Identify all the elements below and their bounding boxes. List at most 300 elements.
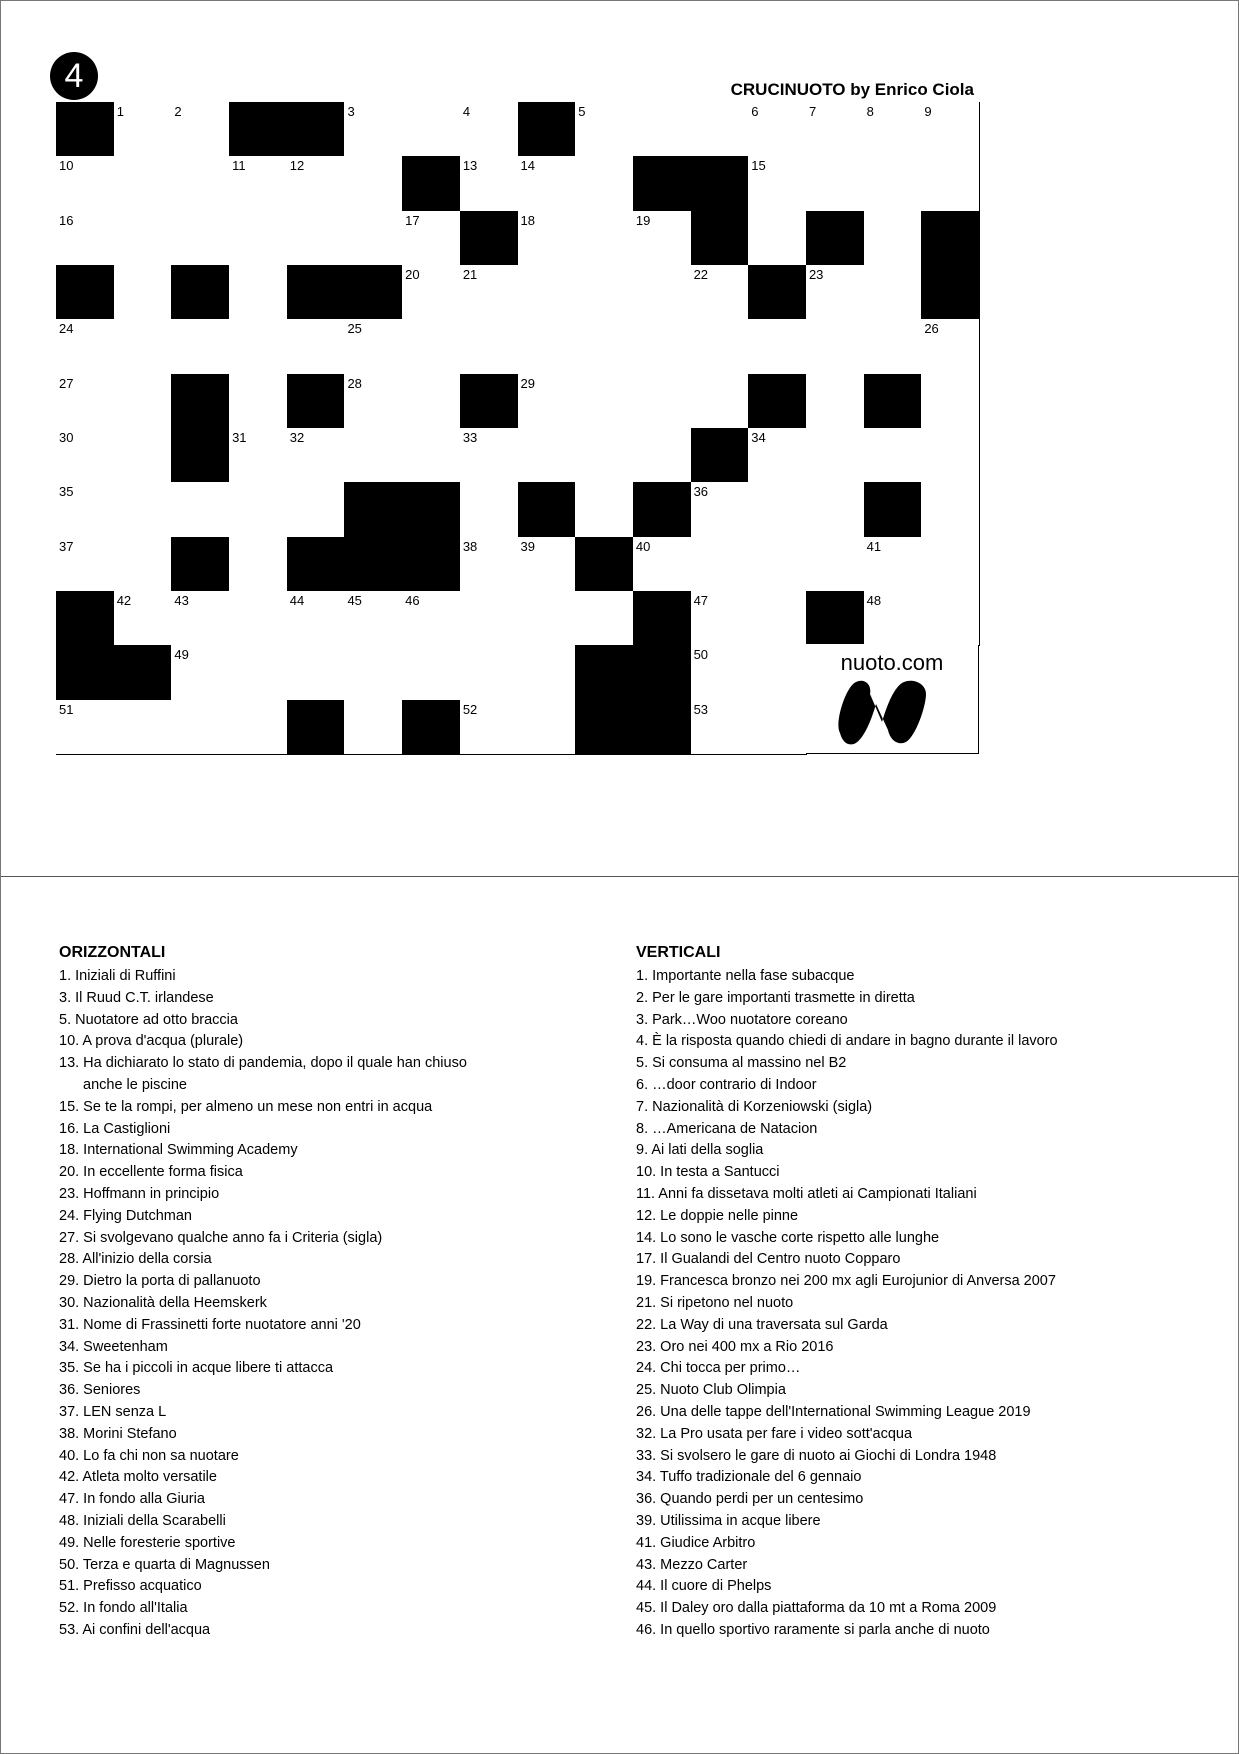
grid-black-cell xyxy=(518,482,577,537)
grid-black-cell xyxy=(287,537,346,592)
across-clue: 42. Atleta molto versatile xyxy=(59,1469,217,1486)
across-clue: 24. Flying Dutchman xyxy=(59,1207,192,1224)
grid-cell[interactable] xyxy=(748,537,807,592)
grid-cell[interactable] xyxy=(402,211,461,266)
grid-cell-number: 39 xyxy=(520,538,535,554)
grid-cell-number: 6 xyxy=(751,104,759,119)
grid-cell[interactable] xyxy=(864,211,923,266)
grid-black-cell xyxy=(633,700,692,755)
grid-cell[interactable] xyxy=(114,102,173,157)
grid-cell[interactable] xyxy=(229,591,288,646)
grid-cell[interactable] xyxy=(287,428,346,483)
down-clue: 24. Chi tocca per primo… xyxy=(636,1360,801,1377)
grid-cell[interactable] xyxy=(691,102,750,157)
across-clue: 37. LEN senza L xyxy=(59,1403,167,1420)
grid-black-cell xyxy=(402,537,461,592)
grid-cell[interactable] xyxy=(402,645,461,700)
grid-cell[interactable] xyxy=(864,428,923,483)
grid-black-cell xyxy=(229,102,288,157)
grid-cell[interactable] xyxy=(864,265,923,320)
down-clue-list xyxy=(636,966,1058,1642)
grid-cell-number: 2 xyxy=(174,104,182,119)
grid-cell[interactable] xyxy=(748,319,807,374)
grid-cell-number: 45 xyxy=(347,593,362,608)
grid-cell[interactable] xyxy=(518,428,577,483)
across-clue: 51. Prefisso acquatico xyxy=(59,1578,202,1595)
grid-cell[interactable] xyxy=(518,645,577,700)
down-clue: 22. La Way di una traversata sul Garda xyxy=(636,1316,888,1333)
grid-cell[interactable] xyxy=(287,645,346,700)
grid-cell-number: 15 xyxy=(751,158,766,174)
grid-cell[interactable] xyxy=(344,102,403,157)
down-clue: 9. Ai lati della soglia xyxy=(636,1142,764,1159)
grid-black-cell xyxy=(171,265,230,320)
grid-black-cell xyxy=(56,591,115,646)
grid-cell[interactable] xyxy=(171,645,230,700)
grid-cell-number: 47 xyxy=(693,593,709,608)
grid-cell-number: 11 xyxy=(232,158,246,174)
grid-cell[interactable] xyxy=(748,428,807,483)
grid-cell-number: 35 xyxy=(59,484,74,500)
grid-cell[interactable] xyxy=(171,211,230,266)
grid-cell-number: 13 xyxy=(462,158,478,174)
grid-cell-number: 22 xyxy=(693,267,709,282)
grid-black-cell xyxy=(921,265,980,320)
grid-cell[interactable] xyxy=(518,265,577,320)
grid-cell[interactable] xyxy=(806,374,865,429)
grid-cell[interactable] xyxy=(56,374,115,429)
across-clue: 1. Iniziali di Ruffini xyxy=(59,968,176,984)
grid-cell[interactable] xyxy=(56,211,115,266)
grid-cell[interactable] xyxy=(864,537,923,592)
down-clue: 23. Oro nei 400 mx a Rio 2016 xyxy=(636,1338,834,1355)
grid-cell[interactable] xyxy=(575,211,634,266)
grid-cell[interactable] xyxy=(575,319,634,374)
grid-black-cell xyxy=(402,700,461,755)
down-clue: 14. Lo sono le vasche corte rispetto alle lunghe xyxy=(636,1229,940,1246)
across-clue: 49. Nelle foresterie sportive xyxy=(59,1534,236,1551)
grid-cell[interactable] xyxy=(748,645,807,700)
puzzle-number-badge: 4 xyxy=(50,52,98,100)
grid-cell[interactable] xyxy=(518,537,577,592)
grid-cell[interactable] xyxy=(114,482,173,537)
down-clue: 46. In quello sportivo raramente si parla anche di nuoto xyxy=(636,1621,990,1638)
grid-black-cell xyxy=(575,700,634,755)
across-clue: anche le piscine xyxy=(83,1076,187,1093)
grid-cell-number: 9 xyxy=(924,104,932,119)
across-clue: 15. Se te la rompi, per almeno un mese non entri in acqua xyxy=(59,1098,433,1115)
grid-cell-number: 5 xyxy=(578,104,586,119)
grid-cell-number: 21 xyxy=(462,267,478,282)
grid-cell[interactable] xyxy=(344,374,403,429)
down-clue: 36. Quando perdi per un centesimo xyxy=(636,1491,864,1508)
down-clue: 3. Park…Woo nuotatore coreano xyxy=(636,1011,848,1028)
grid-cell-number: 46 xyxy=(405,593,420,608)
grid-cell[interactable] xyxy=(344,591,403,646)
grid-cell[interactable] xyxy=(806,265,865,320)
grid-cell[interactable] xyxy=(691,700,750,755)
grid-cell-number: 33 xyxy=(462,430,478,445)
grid-cell[interactable] xyxy=(575,428,634,483)
down-clue: 21. Si ripetono nel nuoto xyxy=(636,1294,794,1311)
grid-cell[interactable] xyxy=(633,265,692,320)
grid-cell-number: 53 xyxy=(693,701,709,717)
grid-cell[interactable] xyxy=(575,482,634,537)
grid-cell-number: 49 xyxy=(174,647,189,663)
grid-cell[interactable] xyxy=(518,319,577,374)
grid-cell[interactable] xyxy=(114,591,173,646)
grid-cell[interactable] xyxy=(748,482,807,537)
grid-black-cell xyxy=(56,645,115,700)
grid-cell[interactable] xyxy=(402,319,461,374)
grid-cell-number: 27 xyxy=(59,375,74,391)
across-clue: 10. A prova d'acqua (plurale) xyxy=(59,1033,244,1050)
grid-cell[interactable] xyxy=(344,428,403,483)
grid-black-cell xyxy=(691,428,750,483)
grid-cell[interactable] xyxy=(575,374,634,429)
grid-cell-number: 19 xyxy=(635,212,651,228)
down-clue: 17. Il Gualandi del Centro nuoto Copparo xyxy=(636,1251,901,1268)
grid-cell[interactable] xyxy=(287,156,346,211)
grid-black-cell xyxy=(575,537,634,592)
grid-black-cell xyxy=(56,102,115,157)
grid-cell[interactable] xyxy=(229,211,288,266)
grid-cell[interactable] xyxy=(56,700,115,755)
grid-cell[interactable] xyxy=(344,645,403,700)
across-clue: 16. La Castiglioni xyxy=(59,1120,171,1137)
grid-cell[interactable] xyxy=(56,428,115,483)
down-clue: 10. In testa a Santucci xyxy=(636,1164,780,1181)
grid-cell[interactable] xyxy=(402,102,461,157)
across-clue: 40. Lo fa chi non sa nuotare xyxy=(59,1447,239,1464)
down-clue: 5. Si consuma al massino nel B2 xyxy=(636,1055,847,1072)
across-clue: 20. In eccellente forma fisica xyxy=(59,1164,243,1181)
puzzle-title: CRUCINUOTO by Enrico Ciola xyxy=(730,80,974,99)
across-clue: 53. Ai confini dell'acqua xyxy=(59,1621,211,1638)
grid-cell[interactable] xyxy=(171,156,230,211)
grid-cell-number: 20 xyxy=(405,267,420,282)
across-clue: 23. Hoffmann in principio xyxy=(59,1185,220,1202)
grid-black-cell xyxy=(171,537,230,592)
grid-cell[interactable] xyxy=(402,374,461,429)
across-clue: 29. Dietro la porta di pallanuoto xyxy=(59,1273,261,1290)
grid-black-cell xyxy=(344,537,403,592)
down-clue: 11. Anni fa dissetava molti atleti ai Campionati Italiani xyxy=(636,1185,977,1202)
grid-cell[interactable] xyxy=(460,482,519,537)
grid-black-cell xyxy=(460,211,519,266)
down-clue: 7. Nazionalità di Korzeniowski (sigla) xyxy=(636,1098,873,1115)
grid-black-cell xyxy=(287,265,346,320)
grid-black-cell xyxy=(402,482,461,537)
grid-cell-number: 30 xyxy=(59,430,74,445)
across-clue: 38. Morini Stefano xyxy=(59,1425,177,1442)
grid-cell-number: 1 xyxy=(116,104,124,119)
down-clue: 43. Mezzo Carter xyxy=(636,1556,748,1573)
across-clue: 3. Il Ruud C.T. irlandese xyxy=(59,989,214,1006)
grid-cell-number: 26 xyxy=(924,321,939,337)
grid-cell[interactable] xyxy=(460,102,519,157)
grid-cell[interactable] xyxy=(344,319,403,374)
grid-cell[interactable] xyxy=(518,591,577,646)
grid-cell[interactable] xyxy=(864,591,923,646)
grid-cell[interactable] xyxy=(518,156,577,211)
grid-cell[interactable] xyxy=(460,156,519,211)
across-clue: 36. Seniores xyxy=(59,1382,141,1399)
across-clue: 5. Nuotatore ad otto braccia xyxy=(59,1011,238,1028)
grid-cell[interactable] xyxy=(633,102,692,157)
grid-cell[interactable] xyxy=(344,156,403,211)
grid-cell[interactable] xyxy=(114,428,173,483)
grid-black-cell xyxy=(806,211,865,266)
grid-cell[interactable] xyxy=(171,482,230,537)
across-clue-list xyxy=(59,966,467,1642)
down-clue: 33. Si svolsero le gare di nuoto ai Giochi di Londra 1948 xyxy=(636,1447,997,1464)
grid-cell[interactable] xyxy=(575,591,634,646)
grid-cell-number: 25 xyxy=(347,321,362,337)
across-clue: 50. Terza e quarta di Magnussen xyxy=(59,1556,270,1573)
grid-cell-number: 10 xyxy=(59,158,74,174)
grid-cell[interactable] xyxy=(921,156,980,211)
grid-black-cell xyxy=(344,265,403,320)
grid-black-cell xyxy=(921,211,980,266)
grid-cell[interactable] xyxy=(114,319,173,374)
grid-cell[interactable] xyxy=(864,319,923,374)
grid-black-cell xyxy=(691,211,750,266)
grid-black-cell xyxy=(344,482,403,537)
down-clue: 26. Una delle tappe dell'International Swimming League 2019 xyxy=(636,1403,1031,1420)
grid-cell[interactable] xyxy=(633,319,692,374)
grid-cell[interactable] xyxy=(229,700,288,755)
grid-cell[interactable] xyxy=(229,482,288,537)
grid-cell[interactable] xyxy=(691,537,750,592)
grid-cell[interactable] xyxy=(56,482,115,537)
grid-cell[interactable] xyxy=(171,102,230,157)
grid-cell[interactable] xyxy=(460,428,519,483)
across-clue: 27. Si svolgevano qualche anno fa i Criteria (sigla) xyxy=(59,1229,383,1246)
page-divider xyxy=(1,876,1238,877)
grid-cell[interactable] xyxy=(229,428,288,483)
grid-cell[interactable] xyxy=(691,265,750,320)
grid-cell[interactable] xyxy=(460,319,519,374)
grid-cell-number: 40 xyxy=(635,538,651,554)
grid-black-cell xyxy=(748,374,807,429)
across-clue: 13. Ha dichiarato lo stato di pandemia, dopo il quale han chiuso xyxy=(59,1055,467,1072)
grid-black-cell xyxy=(691,156,750,211)
grid-cell[interactable] xyxy=(56,156,115,211)
across-clue: 28. All'inizio della corsia xyxy=(59,1251,212,1268)
grid-cell[interactable] xyxy=(633,428,692,483)
grid-black-cell xyxy=(460,374,519,429)
down-clue: 19. Francesca bronzo nei 200 mx agli Eurojunior di Anversa 2007 xyxy=(636,1273,1056,1290)
grid-cell[interactable] xyxy=(748,156,807,211)
grid-black-cell xyxy=(114,645,173,700)
grid-cell-number: 31 xyxy=(232,430,247,445)
grid-cell[interactable] xyxy=(691,374,750,429)
grid-cell[interactable] xyxy=(806,537,865,592)
across-clue: 47. In fondo alla Giuria xyxy=(59,1491,205,1508)
down-clue: 1. Importante nella fase subacque xyxy=(636,968,855,984)
grid-cell[interactable] xyxy=(864,156,923,211)
grid-cell-number: 34 xyxy=(751,430,766,445)
grid-black-cell xyxy=(748,265,807,320)
grid-cell[interactable] xyxy=(691,645,750,700)
down-clue: 12. Le doppie nelle pinne xyxy=(636,1207,799,1224)
grid-cell-number: 48 xyxy=(866,593,882,608)
grid-cell[interactable] xyxy=(806,482,865,537)
down-clue: 32. La Pro usata per fare i video sott'acqua xyxy=(636,1425,913,1442)
grid-cell[interactable] xyxy=(114,537,173,592)
down-clue: 34. Tuffo tradizionale del 6 gennaio xyxy=(636,1469,862,1486)
grid-cell[interactable] xyxy=(402,265,461,320)
grid-cell[interactable] xyxy=(518,211,577,266)
grid-cell-number: 23 xyxy=(808,267,824,282)
grid-cell-number: 3 xyxy=(347,104,355,119)
grid-cell[interactable] xyxy=(344,211,403,266)
grid-cell[interactable] xyxy=(229,645,288,700)
grid-black-cell xyxy=(633,645,692,700)
grid-black-cell xyxy=(633,156,692,211)
grid-cell[interactable] xyxy=(575,265,634,320)
grid-cell-number: 44 xyxy=(289,593,305,608)
grid-cell[interactable] xyxy=(229,374,288,429)
grid-cell[interactable] xyxy=(691,591,750,646)
across-clues xyxy=(59,944,467,1642)
across-clue: 34. Sweetenham xyxy=(59,1338,168,1355)
grid-cell-number: 37 xyxy=(59,538,74,554)
down-clue: 2. Per le gare importanti trasmette in diretta xyxy=(636,989,915,1006)
grid-cell-number: 43 xyxy=(174,593,189,608)
grid-cell[interactable] xyxy=(921,102,980,157)
down-clue: 44. Il cuore di Phelps xyxy=(636,1578,772,1595)
grid-cell[interactable] xyxy=(460,591,519,646)
down-clue: 45. Il Daley oro dalla piattaforma da 10 mt a Roma 2009 xyxy=(636,1600,997,1617)
grid-cell[interactable] xyxy=(518,374,577,429)
grid-cell[interactable] xyxy=(114,374,173,429)
grid-cell[interactable] xyxy=(171,700,230,755)
grid-cell-number: 41 xyxy=(866,538,882,554)
grid-cell[interactable] xyxy=(633,537,692,592)
down-clue: 8. …Americana de Natacion xyxy=(636,1120,818,1137)
grid-cell[interactable] xyxy=(344,700,403,755)
grid-cell-number: 14 xyxy=(520,158,535,174)
grid-cell[interactable] xyxy=(806,102,865,157)
grid-cell[interactable] xyxy=(171,319,230,374)
grid-cell[interactable] xyxy=(460,537,519,592)
grid-cell-number: 28 xyxy=(347,375,362,391)
grid-cell[interactable] xyxy=(806,156,865,211)
grid-cell[interactable] xyxy=(921,319,980,374)
grid-cell-number: 24 xyxy=(59,321,74,337)
grid-cell[interactable] xyxy=(56,319,115,374)
grid-cell[interactable] xyxy=(691,482,750,537)
grid-cell-number: 51 xyxy=(59,701,74,717)
down-clue: 25. Nuoto Club Olimpia xyxy=(636,1382,786,1399)
logo-text: nuoto.com xyxy=(840,650,944,675)
grid-cell[interactable] xyxy=(287,482,346,537)
grid-cell[interactable] xyxy=(748,102,807,157)
grid-cell[interactable] xyxy=(229,265,288,320)
grid-cell-number: 36 xyxy=(693,484,709,500)
grid-cell[interactable] xyxy=(921,374,980,429)
grid-cell-number: 12 xyxy=(289,158,305,174)
grid-black-cell xyxy=(56,265,115,320)
grid-cell[interactable] xyxy=(114,265,173,320)
grid-black-cell xyxy=(287,102,346,157)
grid-cell-number: 32 xyxy=(289,430,305,445)
grid-cell[interactable] xyxy=(691,319,750,374)
across-clue: 52. In fondo all'Italia xyxy=(59,1600,188,1617)
grid-cell[interactable] xyxy=(633,374,692,429)
grid-cell[interactable] xyxy=(921,591,980,646)
grid-cell-number: 4 xyxy=(462,104,471,119)
grid-cell[interactable] xyxy=(114,156,173,211)
grid-cell[interactable] xyxy=(460,645,519,700)
down-clue: 41. Giudice Arbitro xyxy=(636,1534,756,1551)
grid-black-cell xyxy=(287,700,346,755)
grid-black-cell xyxy=(171,374,230,429)
grid-cell-number: 29 xyxy=(520,375,535,391)
grid-cell[interactable] xyxy=(460,265,519,320)
nuoto-logo-icon xyxy=(834,678,934,746)
grid-cell[interactable] xyxy=(748,700,807,755)
grid-cell[interactable] xyxy=(921,428,980,483)
grid-cell[interactable] xyxy=(171,591,230,646)
across-clue: 35. Se ha i piccoli in acque libere ti attacca xyxy=(59,1360,334,1377)
grid-cell[interactable] xyxy=(748,211,807,266)
grid-cell[interactable] xyxy=(114,700,173,755)
grid-cell[interactable] xyxy=(460,700,519,755)
grid-cell[interactable] xyxy=(56,537,115,592)
grid-black-cell xyxy=(575,645,634,700)
grid-cell[interactable] xyxy=(287,211,346,266)
grid-cell[interactable] xyxy=(921,482,980,537)
grid-cell[interactable] xyxy=(229,319,288,374)
grid-cell[interactable] xyxy=(518,700,577,755)
grid-black-cell xyxy=(287,374,346,429)
across-clue: 30. Nazionalità della Heemskerk xyxy=(59,1294,267,1311)
grid-black-cell xyxy=(864,482,923,537)
grid-black-cell xyxy=(806,591,865,646)
across-clue: 31. Nome di Frassinetti forte nuotatore anni '20 xyxy=(59,1316,361,1333)
grid-cell-number: 52 xyxy=(462,701,478,717)
grid-cell[interactable] xyxy=(114,211,173,266)
grid-black-cell xyxy=(402,156,461,211)
grid-cell[interactable] xyxy=(229,537,288,592)
grid-cell-number: 42 xyxy=(116,593,132,608)
down-clues xyxy=(636,944,1058,1642)
grid-cell[interactable] xyxy=(575,102,634,157)
grid-cell[interactable] xyxy=(921,537,980,592)
grid-cell-number: 50 xyxy=(693,647,709,663)
grid-cell-number: 8 xyxy=(866,104,874,119)
grid-cell[interactable] xyxy=(402,428,461,483)
grid-cell[interactable] xyxy=(633,211,692,266)
grid-cell[interactable] xyxy=(575,156,634,211)
down-clue: 4. È la risposta quando chiedi di andare in bagno durante il lavoro xyxy=(636,1033,1058,1050)
down-heading: VERTICALI xyxy=(636,944,721,961)
grid-cell[interactable] xyxy=(806,428,865,483)
grid-black-cell xyxy=(864,374,923,429)
grid-cell[interactable] xyxy=(864,102,923,157)
grid-cell[interactable] xyxy=(402,591,461,646)
grid-cell[interactable] xyxy=(287,319,346,374)
grid-cell[interactable] xyxy=(229,156,288,211)
grid-cell[interactable] xyxy=(748,591,807,646)
grid-cell-number: 17 xyxy=(405,212,420,228)
grid-cell[interactable] xyxy=(806,319,865,374)
down-clue: 6. …door contrario di Indoor xyxy=(636,1076,817,1093)
grid-cell[interactable] xyxy=(287,591,346,646)
